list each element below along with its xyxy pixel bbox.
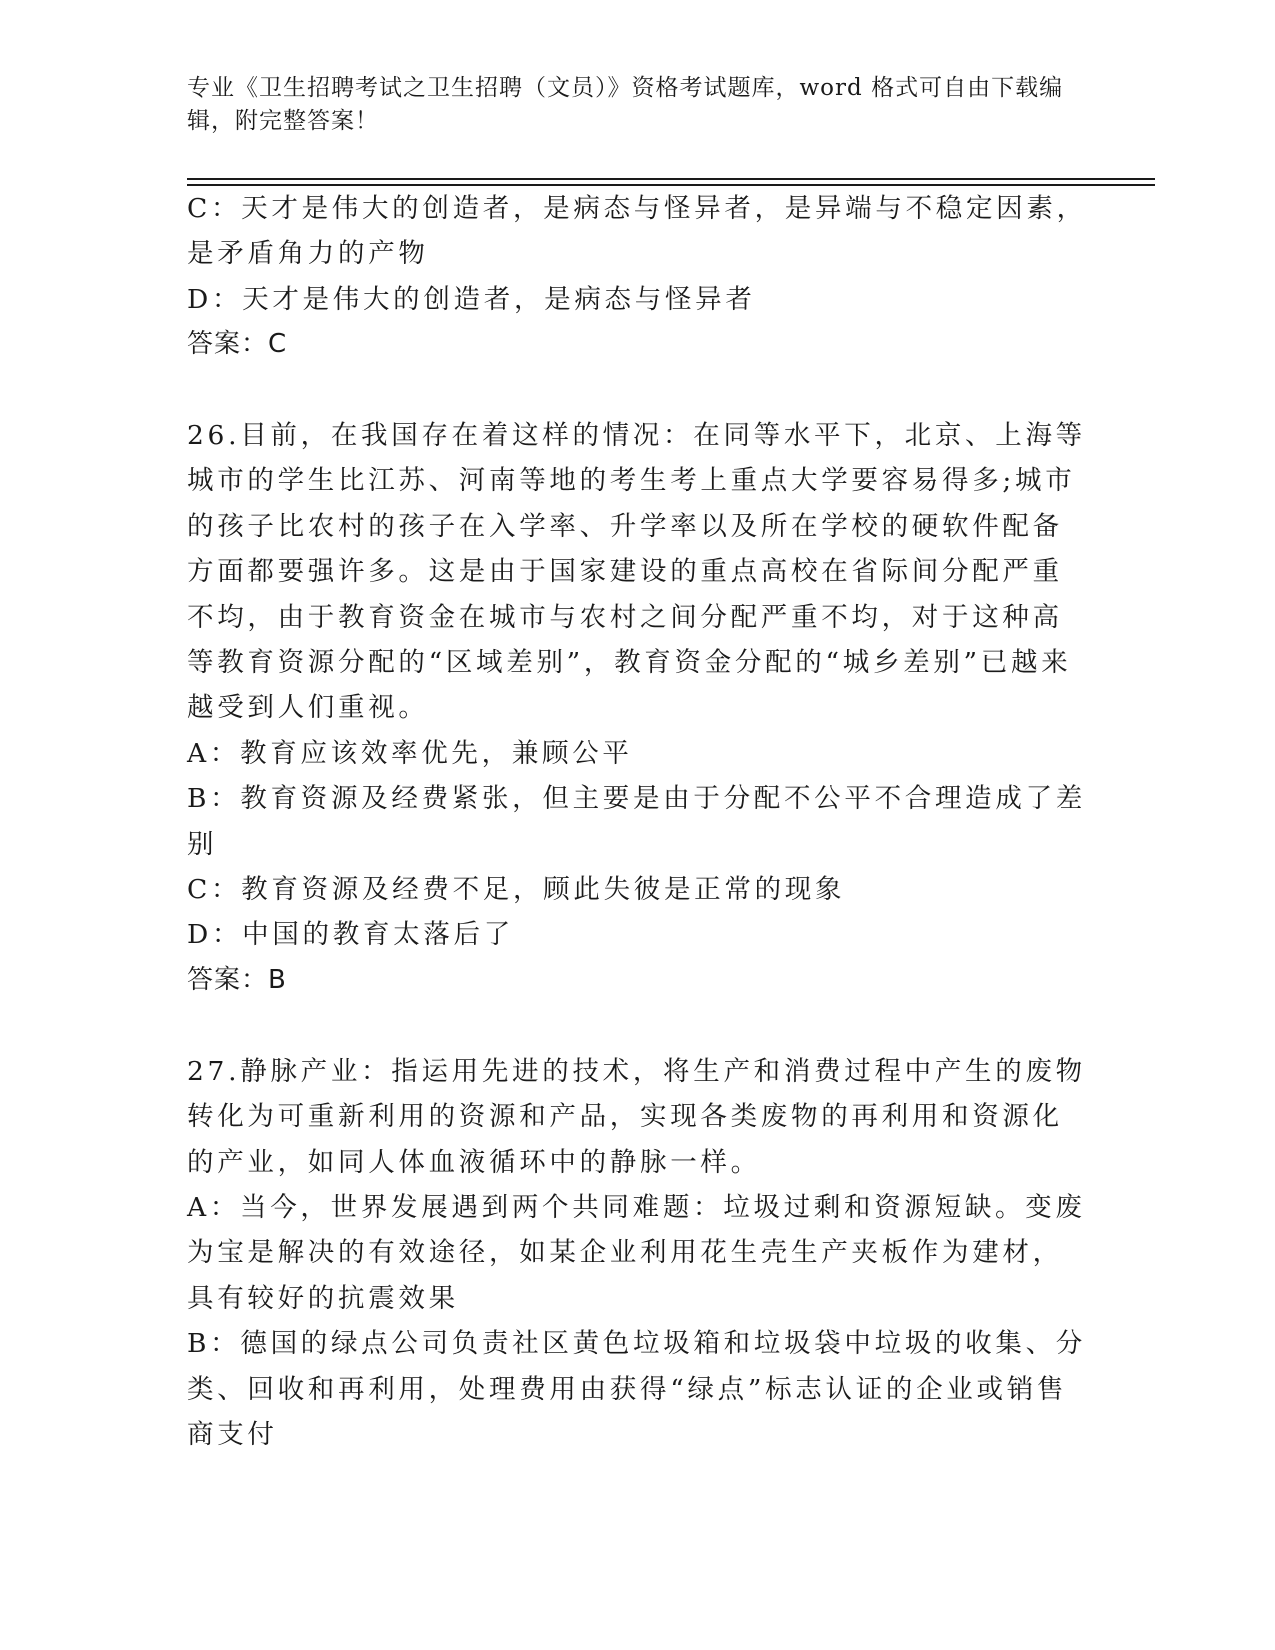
question-stem: 26.目前，在我国存在着这样的情况：在同等水平下，北京、上海等城市的学生比江苏、河南等地的考生考上重点大学要容易得多;城市的孩子比农村的孩子在入学率、升学率以及所在学校的硬软件配备方面都要强许多。这是由于国家建设的重点高校在省际间分配严重不均，由于教育资金在城市与农村之间分配严重不均，对于这种高等教育资源分配的“区域差别”，教育资金分配的“城乡差别”已越来越受到人们重视。: [187, 420, 1086, 724]
option-a: A：教育应该效率优先，兼顾公平: [187, 737, 633, 769]
option-d: D：中国的教育太落后了: [187, 919, 514, 951]
header-divider-top: [187, 178, 1155, 180]
option-d: D：天才是伟大的创造者，是病态与怪异者: [187, 283, 756, 315]
spacer: [187, 368, 1087, 413]
option-a: A：当今，世界发展遇到两个共同难题：垃圾过剩和资源短缺。变废为宝是解决的有效途径，如某企业利用花生壳生产夹板作为建材，具有较好的抗震效果: [187, 1191, 1086, 1314]
option-c: C：天才是伟大的创造者，是病态与怪异者，是异端与不稳定因素，是矛盾角力的产物: [187, 193, 1087, 270]
option-c: C：教育资源及经费不足，顾此失彼是正常的现象: [187, 874, 846, 906]
document-body: [187, 186, 1087, 1457]
spacer: [187, 1003, 1087, 1048]
answer: 答案：C: [187, 329, 288, 360]
option-b: B：德国的绿点公司负责社区黄色垃圾箱和垃圾袋中垃圾的收集、分类、回收和再利用，处理费用由获得“绿点”标志认证的企业或销售商支付: [187, 1328, 1086, 1450]
answer: 答案：B: [187, 964, 287, 995]
option-b: B：教育资源及经费紧张，但主要是由于分配不公平不合理造成了差别: [187, 783, 1086, 860]
question-stem: 27.静脉产业：指运用先进的技术，将生产和消费过程中产生的废物转化为可重新利用的资源和产品，实现各类废物的再利用和资源化的产业，如同人体血液循环中的静脉一样。: [187, 1055, 1086, 1178]
document-header: 专业《卫生招聘考试之卫生招聘（文员）》资格考试题库，word 格式可自由下载编辑，附完整答案！: [187, 75, 1064, 134]
